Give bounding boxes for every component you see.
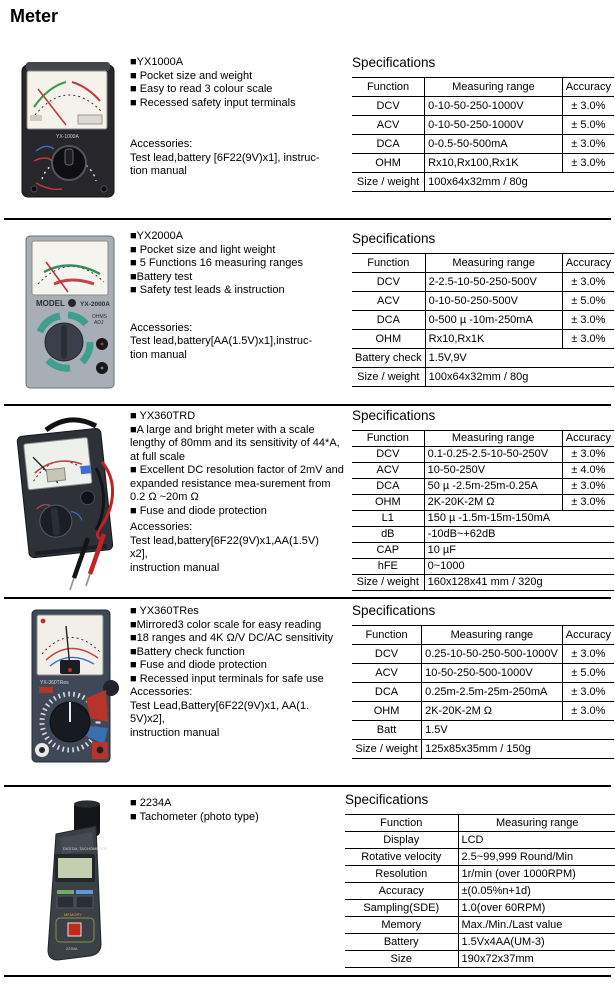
function-cell: Resolution [345,866,458,883]
svg-text:DIGITAL TACHOMETER: DIGITAL TACHOMETER [63,846,107,851]
range-cell: 125x85x35mm / 150g [422,740,614,759]
feature-item: ■YX1000A [130,56,184,68]
accessories-line: instruction manual [130,726,220,739]
range-cell: 0.25-10-50-250-500-1000V [422,645,563,664]
feature-item: ■YX2000A [130,230,184,242]
table-row [352,154,614,173]
accessories-line: Accessories: [130,321,193,334]
table-row [352,368,614,387]
table-row [352,495,614,511]
product-photo-yx360trd [4,408,132,593]
section-divider [4,785,611,787]
accuracy-cell: ± 3.0% [562,135,614,154]
function-cell: DCA [352,135,425,154]
column-header: Accuracy [562,431,614,447]
specifications-panel [352,603,614,759]
column-header: Function [352,626,422,645]
feature-item: ■ 2234A [130,797,172,809]
range-cell: 0-10-50-250-500V [425,292,562,311]
table-row [345,849,615,866]
range-cell: Max./Min./Last value [458,917,615,934]
accuracy-cell: ± 4.0% [562,463,614,479]
function-cell: Accuracy [345,883,458,900]
column-header: Function [352,431,424,447]
specifications-panel [345,792,615,968]
feature-item: ■A large and bright meter with a scale lengthy of 80mm and its sensitivity of 44*A, at full scale [130,423,340,463]
accuracy-cell: ± 3.0% [562,683,614,702]
accessories-line: instruction manual [130,561,220,574]
svg-text:YX-1000A: YX-1000A [56,134,79,140]
accuracy-cell: ± 3.0% [562,154,614,173]
product-description [130,797,346,824]
table-row [345,883,615,900]
product-photo-yx1000a [14,57,122,203]
feature-item: ■18 ranges and 4K Ω/V DC/AC sensitivity [130,632,334,644]
product-section-yx360trd [0,408,615,597]
table-header-row [352,431,614,447]
accuracy-cell: ± 3.0% [562,273,614,292]
table-header-row [352,78,614,97]
table-row [352,721,614,740]
range-cell: 0-500 µ -10m-250mA [425,311,562,330]
table-row [352,559,614,575]
accessories-block [130,686,346,740]
analog-multimeter-with-leads-illustration [4,408,132,593]
range-cell: 1.5V [422,721,614,740]
range-cell: 0.25m-2.5m-25m-250mA [422,683,563,702]
table-row [352,702,614,721]
range-cell: 0~1000 [424,559,614,575]
accessories-line: tion manual [130,348,187,361]
column-header: Function [345,815,458,832]
product-section-yx2000a [0,228,615,404]
feature-item: ■ Fuse and diode protection [130,504,267,517]
function-cell: dB [352,527,424,543]
range-cell: 1.0(over 60RPM) [458,900,615,917]
function-cell: hFE [352,559,424,575]
column-header: Measuring range [425,78,563,97]
spec-table [352,77,614,192]
table-header-row [345,815,615,832]
column-header: Measuring range [422,626,563,645]
section-divider [4,218,611,220]
specifications-panel [352,231,614,387]
page-title: Meter [10,6,59,26]
feature-item: ■ YX360TRD [130,410,196,422]
column-header: Accuracy [562,626,614,645]
product-photo-yx360tres [20,604,120,774]
range-cell: 50 µ -2.5m-25m-0.25A [424,479,562,495]
accuracy-cell: ± 3.0% [562,479,614,495]
table-row [345,951,615,968]
product-section-2234a [0,790,615,975]
range-cell: 0-10-50-250-1000V [425,97,563,116]
range-cell: ±(0.05%n+1d) [458,883,615,900]
function-cell: Rotative velocity [345,849,458,866]
accessories-line: Test Lead,Battery[6F22(9V)x1, AA(1. [130,699,310,712]
accuracy-cell: ± 3.0% [562,330,614,349]
function-cell: DCV [352,97,425,116]
function-cell: OHM [352,495,424,511]
svg-text:2234A: 2234A [66,946,78,951]
table-row [352,479,614,495]
table-header-row [352,626,614,645]
table-row [352,527,614,543]
accessories-line: Test lead,battery[AA(1.5V)x1],instruc- [130,335,313,347]
function-cell: L1 [352,511,424,527]
table-row [352,292,614,311]
function-cell: DCV [352,447,424,463]
svg-text:YX-360TRes: YX-360TRes [40,680,69,686]
accessories-line: Accessories: [130,521,193,533]
feature-item: ■ Pocket size and weight [130,69,253,82]
column-header: Function [352,254,425,273]
product-description [130,605,346,740]
function-cell: CAP [352,543,424,559]
spec-table [352,253,614,387]
feature-item: ■ YX360TRes [130,605,199,617]
analog-multimeter-illustration [14,57,122,203]
table-row [352,543,614,559]
function-cell: DCA [352,479,424,495]
accuracy-cell: ± 5.0% [562,116,614,135]
section-divider [4,597,611,599]
function-cell: Batt [352,721,422,740]
range-cell: 2K-20K-2M Ω [422,702,563,721]
table-row [352,511,614,527]
specifications-heading: Specifications [345,792,429,807]
accessories-line: Accessories: [130,138,193,150]
range-cell: -10dB~+62dB [424,527,614,543]
range-cell: LCD [458,832,615,849]
feature-item: ■ Recessed input terminals for safe use [130,672,324,685]
product-description [130,56,346,179]
table-row [352,273,614,292]
accuracy-cell: ± 3.0% [562,495,614,511]
table-header-row [352,254,614,273]
accessories-block [130,322,346,363]
function-cell: ACV [352,664,422,683]
accessories-line: Test lead,battery[6F22(9V)x1,AA(1.5V) [130,534,319,547]
feature-item: ■Mirrored3 color scale for easy reading [130,618,322,631]
accessories-line: Accessories: [130,686,193,698]
range-cell: 10-50-250V [424,463,562,479]
table-row [352,447,614,463]
function-cell: Size / weight [352,368,425,387]
column-header: Accuracy [562,254,614,273]
table-row [345,934,615,951]
accessories-block [130,521,346,575]
table-row [352,135,614,154]
feature-item: ■ 5 Functions 16 measuring ranges [130,257,303,269]
function-cell: Display [345,832,458,849]
table-row [352,97,614,116]
function-cell: OHM [352,702,422,721]
table-row [345,900,615,917]
table-row [352,116,614,135]
range-cell: 2-2.5-10-50-250-500V [425,273,562,292]
accuracy-cell: ± 3.0% [562,97,614,116]
range-cell: 190x72x37mm [458,951,615,968]
function-cell: ACV [352,463,424,479]
accessories-line: Test lead,battery [6F22(9V)x1], instruc- [130,151,320,164]
function-cell: Memory [345,917,458,934]
accuracy-cell: ± 3.0% [562,447,614,463]
product-description [130,410,346,575]
accuracy-cell: ± 5.0% [562,292,614,311]
feature-item: ■ Excellent DC resolution factor of 2mV and expanded resistance mea-surement from 0.2 Ω ~20m Ω [130,464,344,503]
analog-multimeter-illustration [20,232,120,392]
product-section-yx1000a [0,55,615,218]
svg-text:YX-2000A: YX-2000A [80,301,110,308]
svg-text:MODEL: MODEL [36,299,65,308]
table-row [352,575,614,591]
section-divider [4,404,611,406]
function-cell: DCV [352,645,422,664]
range-cell: 100x64x32mm / 80g [425,368,614,387]
column-header: Measuring range [425,254,562,273]
table-row [352,683,614,702]
range-cell: 1.5V,9V [425,349,614,368]
specifications-panel [352,55,614,192]
feature-item: ■ Fuse and diode protection [130,659,267,671]
product-description [130,230,346,362]
function-cell: Sampling(SDE) [345,900,458,917]
function-cell: Battery check [352,349,425,368]
specifications-heading: Specifications [352,55,436,70]
table-row [352,645,614,664]
table-row [352,664,614,683]
feature-item: ■Battery test [130,270,193,283]
function-cell: ACV [352,116,425,135]
svg-text:ADJ: ADJ [94,320,104,326]
range-cell: Rx10,Rx1K [425,330,562,349]
accessories-line: x2], [130,548,148,560]
column-header: Function [352,78,425,97]
range-cell: 2.5~99,999 Round/Min [458,849,615,866]
range-cell: 1.5Vx4AA(UM-3) [458,934,615,951]
function-cell: ACV [352,292,425,311]
spec-table [352,430,614,591]
accuracy-cell: ± 5.0% [562,664,614,683]
specifications-heading: Specifications [352,408,436,423]
column-header: Accuracy [562,78,614,97]
range-cell: 0-10-50-250-1000V [425,116,563,135]
range-cell: 100x64x32mm / 80g [425,173,614,192]
range-cell: 160x128x41 mm / 320g [424,575,614,591]
accessories-line: 5V)x2], [130,713,165,725]
accessories-line: tion manual [130,165,187,177]
specifications-heading: Specifications [352,231,436,246]
function-cell: Size / weight [352,575,424,591]
table-row [352,349,614,368]
range-cell: 0-0.5-50-500mA [425,135,563,154]
accuracy-cell: ± 3.0% [562,311,614,330]
svg-text:OHMS: OHMS [92,314,107,320]
section-divider [4,975,611,977]
feature-item: ■Battery check function [130,645,245,658]
table-row [345,866,615,883]
feature-item: ■ Easy to read 3 colour scale [130,83,273,95]
feature-item: ■ Pocket size and light weight [130,243,276,256]
function-cell: DCV [352,273,425,292]
range-cell: 150 µ -1.5m-15m-150mA [424,511,614,527]
range-cell: Rx10,Rx100,Rx1K [425,154,563,173]
table-row [352,311,614,330]
table-row [352,740,614,759]
product-photo-2234a [22,798,117,968]
tachometer-illustration [22,798,117,968]
feature-item: ■ Recessed safety input terminals [130,96,296,109]
range-cell: 0.1-0.25-2.5-10-50-250V [424,447,562,463]
feature-item: ■ Safety test leads & instruction [130,284,285,296]
function-cell: Size / weight [352,173,425,192]
table-row [352,173,614,192]
range-cell: 10 µF [424,543,614,559]
function-cell: Size / weight [352,740,422,759]
svg-text:MEMORY: MEMORY [64,912,82,917]
table-row [345,917,615,934]
product-section-yx360tres [0,602,615,785]
product-photo-yx2000a [20,232,120,392]
function-cell: Battery [345,934,458,951]
function-cell: DCA [352,311,425,330]
analog-multimeter-illustration [20,604,120,774]
range-cell: 1r/min (over 1000RPM) [458,866,615,883]
range-cell: 2K-20K-2M Ω [424,495,562,511]
table-row [345,832,615,849]
specifications-panel [352,408,614,591]
accuracy-cell: ± 3.0% [562,702,614,721]
column-header: Measuring range [424,431,562,447]
accessories-block [130,138,346,179]
function-cell: DCA [352,683,422,702]
spec-table [345,814,615,968]
table-row [352,330,614,349]
range-cell: 10-50-250-500-1000V [422,664,563,683]
specifications-heading: Specifications [352,603,436,618]
function-cell: Size [345,951,458,968]
spec-table [352,625,614,759]
accuracy-cell: ± 3.0% [562,645,614,664]
function-cell: OHM [352,330,425,349]
function-cell: OHM [352,154,425,173]
feature-item: ■ Tachometer (photo type) [130,810,259,823]
column-header: Measuring range [458,815,615,832]
table-row [352,463,614,479]
